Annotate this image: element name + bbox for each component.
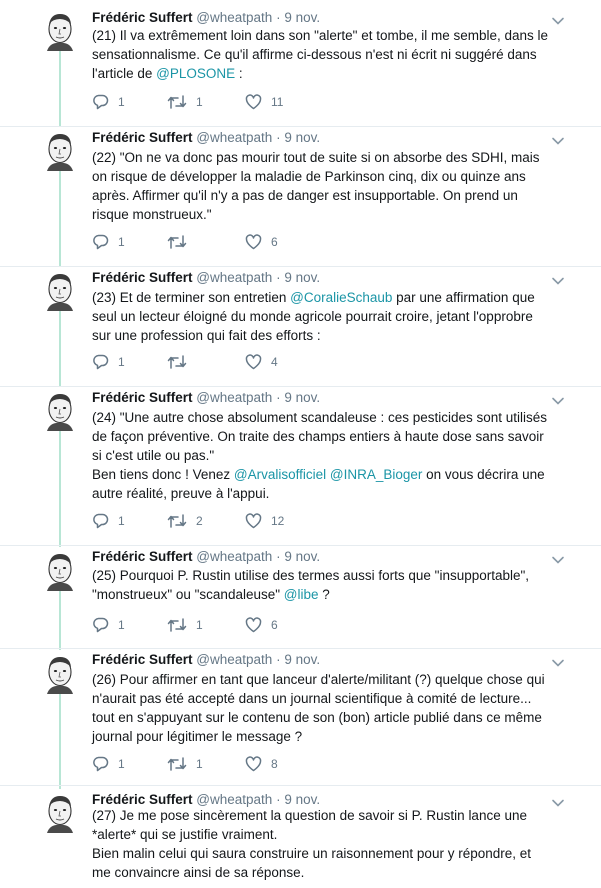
retweet-icon [167, 234, 187, 250]
avatar[interactable] [42, 391, 78, 427]
retweet-button-count: 2 [196, 514, 203, 528]
thread-connector [59, 49, 61, 127]
tweet-text [92, 670, 552, 746]
avatar[interactable] [42, 11, 78, 47]
author-name[interactable]: Frédéric Suffert [92, 652, 193, 667]
author-handle[interactable]: @wheatpath [196, 270, 273, 285]
text-segment: (27) Je me pose sincèrement la question de savoir si P. Rustin lance une *alerte* qui se justifie vraiment. Bien malin celui qui saura construire un raisonnement pour y répondre, et me convaincre ainsi de sa réponse. [92, 808, 531, 880]
retweet-button[interactable] [167, 755, 203, 773]
tweet-text [92, 148, 552, 224]
author-name[interactable]: Frédéric Suffert [92, 549, 193, 564]
tweet-date[interactable]: 9 nov. [284, 270, 321, 285]
retweet-button-count: 1 [196, 618, 203, 632]
like-button[interactable] [245, 616, 278, 634]
retweet-button-count: 1 [196, 95, 203, 109]
text-segment: (21) Il va extrêmement loin dans son "alerte" et tombe, il me semble, dans le sensationnalisme. Ce qu'il affirme ci-dessous n'est ni écrit ni suggéré dans l'article de [92, 28, 549, 81]
avatar[interactable] [42, 271, 78, 307]
reply-icon [92, 354, 109, 370]
tweet-date[interactable]: 9 nov. [284, 792, 321, 807]
reply-icon [92, 234, 109, 250]
reply-button[interactable] [92, 512, 125, 530]
retweet-icon [167, 617, 187, 633]
like-button[interactable] [245, 512, 284, 530]
heart-icon [245, 94, 262, 110]
text-segment: (25) Pourquoi P. Rustin utilise des termes aussi forts que "insupportable", "monstrueux" ou "scandaleuse" [92, 568, 530, 602]
retweet-button[interactable] [167, 616, 203, 634]
tweet-divider [0, 545, 601, 546]
chevron-down-icon[interactable] [551, 655, 565, 665]
heart-icon [245, 617, 262, 633]
reply-button-count: 1 [118, 514, 125, 528]
chevron-down-icon[interactable] [551, 13, 565, 23]
separator-dot: · [276, 652, 281, 667]
action-bar [92, 512, 352, 530]
tweet-header [92, 651, 320, 669]
tweet-text [92, 26, 552, 83]
tweet-text [92, 806, 552, 882]
thread-connector [59, 692, 61, 789]
text-segment: (22) "On ne va donc pas mourir tout de suite si on absorbe des SDHI, mais on risque de développer la maladie de Parkinson cinq, dix ou quinze ans après. Affirmer qu'il n'y a pas de danger est insupportable. On prend un risque monstrueux." [92, 150, 540, 222]
tweet-date[interactable]: 9 nov. [284, 652, 321, 667]
reply-button[interactable] [92, 233, 125, 251]
text-segment: ? [318, 587, 330, 602]
chevron-down-icon[interactable] [551, 393, 565, 403]
tweet-divider [0, 386, 601, 387]
author-handle[interactable]: @wheatpath [196, 390, 273, 405]
separator-dot: · [276, 130, 281, 145]
author-name[interactable]: Frédéric Suffert [92, 130, 193, 145]
tweet-header [92, 548, 320, 566]
tweet-text [92, 408, 552, 503]
like-button[interactable] [245, 233, 278, 251]
like-button[interactable] [245, 755, 278, 773]
like-button-count: 6 [271, 618, 278, 632]
reply-button[interactable] [92, 755, 125, 773]
reply-button[interactable] [92, 353, 125, 371]
tweet-header [92, 9, 320, 27]
action-bar [92, 93, 352, 111]
tweet-divider [0, 648, 601, 649]
tweet-divider [0, 266, 601, 267]
heart-icon [245, 513, 262, 529]
reply-button-count: 1 [118, 355, 125, 369]
action-bar [92, 233, 352, 251]
mention-link[interactable]: @PLOSONE [156, 66, 236, 81]
author-name[interactable]: Frédéric Suffert [92, 270, 193, 285]
retweet-icon [167, 94, 187, 110]
text-segment: : [235, 66, 243, 81]
reply-icon [92, 513, 109, 529]
author-handle[interactable]: @wheatpath [196, 10, 273, 25]
action-bar [92, 616, 352, 634]
avatar[interactable] [42, 131, 78, 167]
tweet-header [92, 389, 320, 407]
text-segment: (24) "Une autre chose absolument scandaleuse : ces pesticides sont utilisés de façon préventive. On traite des champs entiers à haute dose sans savoir si c'est utile ou pas." Ben tiens donc ! Venez [92, 410, 548, 482]
heart-icon [245, 234, 262, 250]
like-button[interactable] [245, 353, 278, 371]
like-button-count: 8 [271, 757, 278, 771]
mention-link[interactable]: @CoralieSchaub [290, 290, 393, 305]
author-handle[interactable]: @wheatpath [196, 130, 273, 145]
action-bar [92, 353, 352, 371]
separator-dot: · [276, 549, 281, 564]
tweet-date[interactable]: 9 nov. [284, 130, 321, 145]
retweet-button-count: 1 [196, 757, 203, 771]
reply-icon [92, 94, 109, 110]
reply-icon [92, 756, 109, 772]
separator-dot: · [276, 270, 281, 285]
reply-button[interactable] [92, 93, 125, 111]
chevron-down-icon[interactable] [551, 133, 565, 143]
tweet-text [92, 288, 552, 345]
chevron-down-icon[interactable] [551, 552, 565, 562]
heart-icon [245, 756, 262, 772]
like-button-count: 6 [271, 235, 278, 249]
tweet-header [92, 269, 320, 287]
like-button-count: 12 [271, 514, 285, 528]
author-name[interactable]: Frédéric Suffert [92, 10, 193, 25]
retweet-icon [167, 354, 187, 370]
heart-icon [245, 354, 262, 370]
chevron-down-icon[interactable] [551, 273, 565, 283]
retweet-button[interactable] [167, 233, 196, 251]
thread-connector [59, 589, 61, 650]
retweet-button[interactable] [167, 93, 203, 111]
mention-link[interactable]: @Arvalisofficiel [233, 467, 327, 482]
reply-button-count: 1 [118, 757, 125, 771]
mention-link[interactable]: @libe [283, 587, 319, 602]
like-button-count: 4 [271, 355, 278, 369]
chevron-down-icon[interactable] [551, 795, 565, 805]
thread-connector [59, 169, 61, 267]
reply-button-count: 1 [118, 95, 125, 109]
tweet-text [92, 566, 552, 604]
tweet-divider [0, 126, 601, 127]
like-button[interactable] [245, 93, 283, 111]
tweet-date[interactable]: 9 nov. [284, 10, 321, 25]
text-segment: (26) Pour affirmer en tant que lanceur d'alerte/militant (?) quelque chose qui n'aurait pas été accepté dans un journal scientifique à comité de lecture... tout en s'appuyant sur le contenu de son (bon) article publié dans ce même journal pour légitimer le message ? [92, 672, 545, 744]
author-name[interactable]: Frédéric Suffert [92, 792, 193, 807]
retweet-icon [167, 513, 187, 529]
separator-dot: · [276, 390, 281, 405]
tweet-divider [0, 785, 601, 786]
mention-link[interactable]: @INRA_Bioger [329, 467, 423, 482]
reply-button[interactable] [92, 616, 125, 634]
separator-dot: · [276, 792, 281, 807]
avatar[interactable] [42, 654, 78, 690]
tweet-header [92, 129, 320, 147]
separator-dot: · [276, 10, 281, 25]
text-segment: (23) Et de terminer son entretien [92, 290, 291, 305]
retweet-button[interactable] [167, 353, 196, 371]
thread-connector [59, 429, 61, 547]
action-bar [92, 755, 352, 773]
like-button-count: 11 [271, 95, 284, 109]
author-handle[interactable]: @wheatpath [196, 549, 273, 564]
avatar[interactable] [42, 793, 78, 829]
tweet-date[interactable]: 9 nov. [284, 549, 321, 564]
avatar[interactable] [42, 551, 78, 587]
reply-icon [92, 617, 109, 633]
reply-button-count: 1 [118, 235, 125, 249]
retweet-icon [167, 756, 187, 772]
author-name[interactable]: Frédéric Suffert [92, 390, 193, 405]
reply-button-count: 1 [118, 618, 125, 632]
tweet-date[interactable]: 9 nov. [284, 390, 321, 405]
author-handle[interactable]: @wheatpath [196, 792, 273, 807]
author-handle[interactable]: @wheatpath [196, 652, 273, 667]
text-segment: on vous décrira une autre réalité, preuve à l'appui. [92, 467, 545, 501]
text-segment: par une affirmation que seul un lecteur éloigné du monde agricole pourrait croire, jetant l'opprobre sur une profession qui fait des efforts : [92, 290, 535, 343]
retweet-button[interactable] [167, 512, 203, 530]
thread-connector [59, 309, 61, 387]
